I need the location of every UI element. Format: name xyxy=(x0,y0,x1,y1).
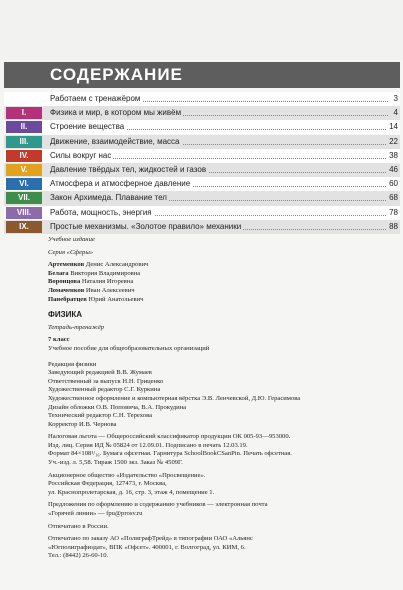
toc-title: Физика и мир, в котором мы живём xyxy=(50,108,182,118)
publisher-line: ул. Краснопролетарская, д. 16, стр. 3, этаж 4, помещение 1. xyxy=(48,488,215,496)
staff-line: Художественный редактор С.Г. Куркина xyxy=(48,386,161,394)
toc-row xyxy=(4,120,400,134)
printer-line: Отпечатано по заказу АО «ПолиграфТрейд» в типографии ОАО «Альянс xyxy=(48,535,253,543)
staff-line: Редакция физики xyxy=(48,360,97,368)
toc-page-number: 3 xyxy=(393,94,398,103)
author-name: Денис Александрович xyxy=(84,261,149,269)
tech-info xyxy=(48,433,393,467)
author-name: Юрий Анатольевич xyxy=(86,295,144,303)
staff-line: Корректор И.В. Чернова xyxy=(48,420,117,428)
hotline-line: «Горячей линии» — fpu@prosv.ru xyxy=(48,510,143,518)
toc-page-number: 46 xyxy=(389,164,398,174)
staff-line: Технический редактор С.Н. Терехова xyxy=(48,412,153,420)
author-line xyxy=(48,296,393,305)
toc-title: Атмосфера и атмосферное давление xyxy=(50,179,191,189)
staff-line: Ответственный за выпуск Н.Н. Гриценко xyxy=(48,377,164,385)
hotline-line: Предложения по оформлению и содержанию учебников — электронная почта xyxy=(48,501,268,509)
toc-row xyxy=(4,206,400,220)
table-of-contents xyxy=(4,92,400,234)
top-band xyxy=(0,0,403,60)
book-type: Тетрадь-тренажёр xyxy=(48,323,105,331)
printer-line: Тел.: (8442) 26-60-10. xyxy=(48,552,109,560)
hotline-info xyxy=(48,501,393,518)
printer-line: «Югполиграфиздат», ВПК «Офсет». 400001, г. Волгоград, ул. КИМ, 6. xyxy=(48,543,246,551)
chapter-number-badge: III. xyxy=(6,136,42,148)
author-name: Наталия Игоревна xyxy=(80,278,134,286)
chapter-number-badge: VI. xyxy=(6,178,42,190)
toc-page-number: 14 xyxy=(389,122,398,132)
tech-line: Формат 84×108¹/₁₆. Бумага офсетная. Гарнитура SchoolBookCSanPin. Печать офсетная. xyxy=(48,450,292,458)
tech-line: Налоговая льгота — Общероссийский классификатор продукции ОК 005-93—953000. xyxy=(48,433,291,441)
toc-row xyxy=(4,149,400,163)
author-line xyxy=(48,287,393,296)
toc-row xyxy=(4,106,400,120)
publisher-line: Акционерное общество «Издательство «Просвещение». xyxy=(48,471,206,479)
toc-page-number: 38 xyxy=(389,150,398,160)
toc-page-number: 60 xyxy=(389,179,398,189)
subject-title: ФИЗИКА xyxy=(48,310,82,320)
chapter-number-badge: I. xyxy=(6,107,42,119)
authors-list xyxy=(48,261,393,304)
toc-title: Работаем с тренажёром xyxy=(50,94,141,103)
toc-title: Работа, мощность, энергия xyxy=(50,207,152,217)
imprint xyxy=(48,236,393,561)
author-line xyxy=(48,278,393,287)
author-line xyxy=(48,261,393,270)
toc-page-number: 88 xyxy=(389,221,398,231)
grade: 7 класс xyxy=(48,336,70,344)
page-title: СОДЕРЖАНИЕ xyxy=(50,65,183,84)
printer-info xyxy=(48,535,393,561)
staff-line: Заведующий редакцией В.В. Жумаев xyxy=(48,369,152,377)
toc-page-number: 78 xyxy=(389,207,398,217)
toc-page-number: 68 xyxy=(389,193,398,203)
chapter-number-badge: IX. xyxy=(6,221,42,233)
author-surname: Белага xyxy=(48,269,69,277)
series-label: Серия «Сферы» xyxy=(48,248,94,256)
toc-title: Строение вещества xyxy=(50,122,125,132)
publisher-info xyxy=(48,472,393,498)
printed-in: Отпечатано в России. xyxy=(48,522,109,530)
contents-header xyxy=(4,62,400,88)
toc-row xyxy=(4,163,400,177)
publisher-line: Российская Федерация, 127473, г. Москва, xyxy=(48,480,167,488)
toc-row xyxy=(4,177,400,191)
author-surname: Воронцова xyxy=(48,278,81,286)
toc-title: Давление твёрдых тел, жидкостей и газов xyxy=(50,164,207,174)
chapter-number-badge: V. xyxy=(6,164,42,176)
toc-row xyxy=(4,220,400,234)
toc-row xyxy=(4,191,400,205)
author-surname: Артеменков xyxy=(48,261,85,269)
toc-page-number: 4 xyxy=(393,108,398,118)
tech-line: Уч.-изд. л. 5,58. Тираж 1500 экз. Заказ № 4509Г. xyxy=(48,459,183,467)
chapter-number-badge: VIII. xyxy=(6,207,42,219)
staff-line: Художественное оформление и компьютерная вёрстка Э.В. Ленчевской, Д.Ю. Герасимова xyxy=(48,394,301,402)
toc-title: Силы вокруг нас xyxy=(50,150,112,160)
toc-page-number: 22 xyxy=(389,136,398,146)
toc-title: Движение, взаимодействие, масса xyxy=(50,136,180,146)
author-name: Иван Алексеевич xyxy=(84,286,135,294)
chapter-number-badge: IV. xyxy=(6,150,42,162)
staff-line: Дизайн обложки О.В. Поповича, В.А. Прокудина xyxy=(48,403,187,411)
toc-row xyxy=(4,92,400,106)
author-surname: Панебратцев xyxy=(48,295,87,303)
chapter-number-badge: II. xyxy=(6,121,42,133)
author-line xyxy=(48,270,393,279)
purpose: Учебное пособие для общеобразовательных организаций xyxy=(48,344,210,352)
staff-list xyxy=(48,361,393,430)
author-name: Виктория Владимировна xyxy=(68,269,141,277)
toc-title: Простые механизмы. «Золотое правило» механики xyxy=(50,221,242,231)
chapter-number-badge: VII. xyxy=(6,192,42,204)
toc-row xyxy=(4,135,400,149)
tech-line: Изд. лиц. Серия ИД № 05824 от 12.09.01. Подписано в печать 12.03.19. xyxy=(48,441,248,449)
toc-title: Закон Архимеда. Плавание тел xyxy=(50,193,167,203)
author-surname: Ломаченков xyxy=(48,286,85,294)
edition-label: Учебное издание xyxy=(48,236,95,243)
